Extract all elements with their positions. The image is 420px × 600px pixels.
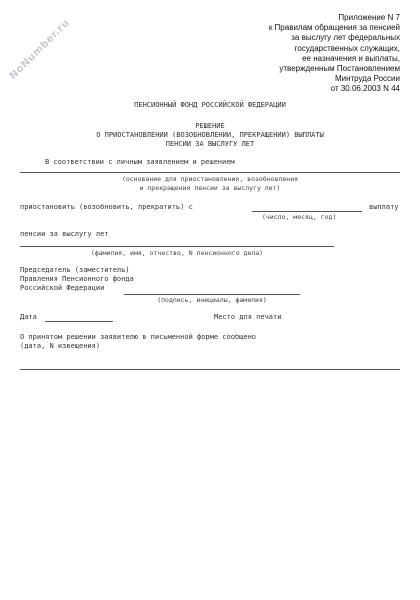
appendix-line: государственных служащих, — [294, 43, 400, 53]
bottom-divider — [20, 369, 400, 370]
name-hint: (фамилия, имя, отчество, N пенсионного дела) — [90, 249, 264, 257]
chair-title: Российской Федерации — [20, 284, 105, 292]
chair-title: Правления Пенсионного фонда — [20, 275, 134, 283]
intro-text: В соответствии с личным заявлением и решением — [45, 158, 235, 166]
date-line — [252, 211, 362, 212]
basis-hint: и прекращения пенсии за выслугу лет) — [139, 184, 281, 192]
pension-text: пенсии за выслугу лет — [20, 230, 109, 238]
payment-word: выплату — [369, 203, 399, 211]
appendix-line: за выслугу лет федеральных — [291, 33, 400, 43]
doc-title: РЕШЕНИЕ — [195, 122, 225, 130]
watermark: NoNumber.ru — [7, 17, 72, 82]
signature-hint: (подпись, инициалы, фамилия) — [157, 296, 267, 304]
date-label: Дата — [20, 313, 37, 321]
appendix-line: от 30.06.2003 N 44 — [330, 84, 400, 94]
appendix-line: ее назначения и выплаты, — [302, 53, 400, 63]
org-name: ПЕНСИОННЫЙ ФОНД РОССИЙСКОЙ ФЕДЕРАЦИИ — [134, 101, 286, 109]
name-line — [20, 246, 334, 247]
basis-hint: (основание для приостановления, возобновления — [121, 175, 299, 183]
suspend-text: приостановить (возобновить, прекратить) с — [20, 203, 193, 211]
doc-subtitle: О ПРИОСТАНОВЛЕНИИ (ВОЗОБНОВЛЕНИИ, ПРЕКРАЩЕНИИ) ВЫПЛАТЫ — [96, 131, 324, 139]
appendix-note — [200, 13, 400, 95]
appendix-line: Приложение N 7 — [338, 13, 400, 22]
signature-line — [124, 294, 300, 295]
stamp-place: Место для печати — [214, 313, 282, 321]
doc-subtitle: ПЕНСИИ ЗА ВЫСЛУГУ ЛЕТ — [165, 140, 255, 148]
appendix-line: к Правилам обращения за пенсией — [268, 23, 400, 33]
notice-text: О принятом решении заявителю в письменной форме сообщено — [20, 333, 257, 341]
chair-title: Председатель (заместитель) — [20, 266, 130, 274]
appendix-line: Минтруда России — [334, 74, 400, 84]
date-hint: (число, месяц, год) — [262, 213, 337, 221]
basis-line — [20, 172, 400, 173]
date-field-line — [45, 321, 113, 322]
appendix-line: утвержденным Постановлением — [279, 64, 400, 74]
notice-hint: (дата, N извещения) — [20, 342, 101, 350]
